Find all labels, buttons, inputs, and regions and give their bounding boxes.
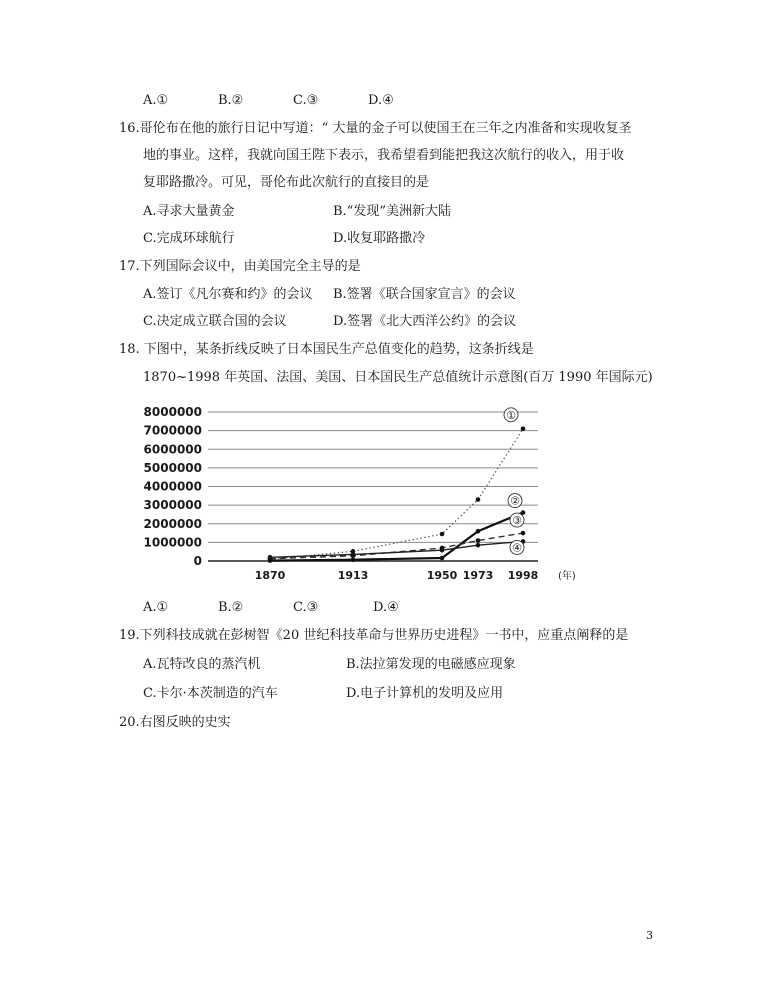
series-label: ③ — [512, 514, 522, 528]
q19-option-d: D.电子计算机的发明及应用 — [346, 686, 504, 701]
q19-option-c: C.卡尔·本茨制造的汽车 — [143, 686, 278, 701]
x-tick-label: 1870 — [254, 569, 286, 582]
q19-stem: 19.下列科技成就在彭树智《20 世纪科技革命与世界历史进程》一书中，应重点阐释的是 — [119, 628, 629, 643]
y-tick-label: 8000000 — [143, 405, 202, 419]
data-point — [268, 555, 273, 560]
q19-option-b: B.法拉第发现的电磁感应现象 — [346, 657, 516, 672]
q17-option-d: D.签署《北大西洋公约》的会议 — [333, 314, 517, 329]
y-tick-label: 7000000 — [143, 423, 202, 438]
x-unit-label: (年) — [558, 571, 576, 582]
data-point — [440, 548, 445, 553]
q17-option-b: B.签署《联合国家宣言》的会议 — [333, 287, 516, 302]
q18-stem: 18. 下图中，某条折线反映了日本国民生产总值变化的趋势，这条折线是 — [119, 342, 534, 357]
series-line — [270, 429, 523, 559]
series-label: ④ — [512, 541, 522, 555]
y-tick-label: 5000000 — [143, 460, 202, 475]
x-tick-label: 1950 — [426, 569, 458, 582]
q20-stem: 20.右图反映的史实 — [119, 715, 231, 730]
y-tick-label: 2000000 — [143, 516, 202, 531]
gnp-line-chart — [140, 400, 610, 590]
data-point — [476, 529, 481, 534]
data-point — [476, 538, 481, 543]
data-point — [351, 552, 356, 557]
y-tick-label: 1000000 — [143, 535, 202, 550]
data-point — [440, 532, 445, 537]
data-point — [521, 426, 526, 431]
y-tick-label: 6000000 — [143, 442, 202, 457]
q18-option-b: B.② — [218, 600, 244, 615]
series-line — [270, 541, 523, 557]
q16-option-a: A.寻求大量黄金 — [143, 204, 235, 219]
y-tick-label: 3000000 — [143, 498, 202, 513]
q17-stem: 17.下列国际会议中，由美国完全主导的是 — [119, 259, 361, 274]
q16-stem-line2: 地的事业。这样，我就向国王陛下表示，我希望看到能把我这次航行的收入，用于收 — [143, 148, 625, 163]
series-label: ② — [510, 494, 520, 508]
data-point — [351, 557, 356, 562]
q18-caption: 1870~1998 年英国、法国、美国、日本国民生产总值统计示意图(百万 1990 年国际元) — [143, 370, 653, 385]
q18-option-d: D.④ — [373, 600, 399, 615]
q16-option-c: C.完成环球航行 — [143, 231, 235, 246]
q15-option-a: A.① — [143, 93, 169, 108]
q19-option-a: A.瓦特改良的蒸汽机 — [143, 657, 261, 672]
q15-option-d: D.④ — [368, 93, 394, 108]
q16-stem-line1: 16.哥伦布在他的旅行日记中写道：“ 大量的金子可以使国王在三年之内准备和实现收复圣 — [119, 121, 632, 136]
q18-option-c: C.③ — [293, 600, 319, 615]
q16-option-d: D.收复耶路撒冷 — [333, 231, 426, 246]
x-tick-label: 1998 — [507, 569, 539, 582]
q16-stem-line3: 复耶路撒冷。可见，哥伦布此次航行的直接目的是 — [143, 175, 430, 190]
q15-option-b: B.② — [218, 93, 244, 108]
x-tick-label: 1913 — [337, 569, 369, 582]
q17-option-a: A.签订《凡尔赛和约》的会议 — [143, 287, 313, 302]
data-point — [440, 556, 445, 561]
q15-option-c: C.③ — [293, 93, 319, 108]
data-point — [476, 543, 481, 548]
q16-option-b: B.“发现”美洲新大陆 — [333, 204, 451, 219]
y-tick-label: 4000000 — [143, 479, 202, 494]
data-point — [521, 531, 526, 536]
series-line — [270, 513, 523, 561]
series-label: ① — [506, 408, 516, 422]
q17-option-c: C.决定成立联合国的会议 — [143, 314, 287, 329]
q18-option-a: A.① — [143, 600, 169, 615]
y-tick-label: 0 — [193, 554, 202, 568]
chart-canvas — [140, 400, 610, 590]
data-point — [476, 497, 481, 502]
x-tick-label: 1973 — [462, 569, 494, 582]
page-number: 3 — [646, 929, 653, 942]
series-line — [270, 533, 523, 559]
